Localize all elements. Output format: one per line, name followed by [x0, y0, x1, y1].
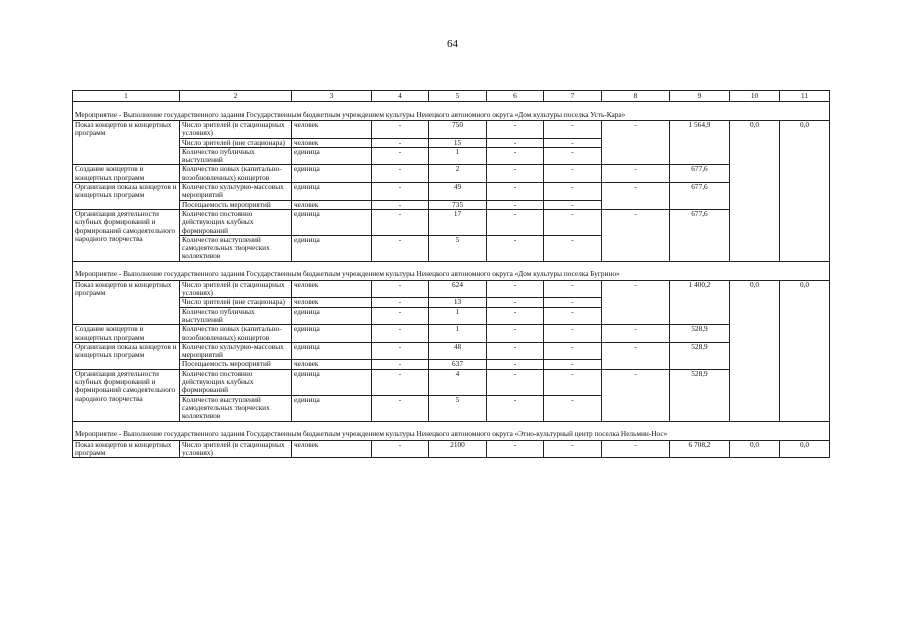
value-cell: - [544, 325, 602, 343]
unit-cell: единица [292, 342, 372, 360]
value-cell: - [372, 121, 429, 139]
value-cell: - [487, 138, 544, 147]
section-title: Мероприятие - Выполнение государственного задания Государственным бюджетным учреждением культуры Ненецкого автономного округа «Этно-культурный центр поселка Нельмин-Нос» [73, 421, 830, 440]
unit-cell: единица [292, 165, 372, 183]
value-cell: - [544, 307, 602, 325]
service-name: Создание концертов и концертных программ [73, 325, 180, 343]
value-cell: - [544, 235, 602, 261]
unit-cell: единица [292, 395, 372, 421]
service-name: Показ концертов и концертных программ [73, 440, 180, 458]
total-cell-col11: 0,0 [780, 121, 830, 262]
indicator-name: Посещаемость мероприятий [180, 200, 292, 209]
dash-cell: - [602, 440, 670, 458]
value-cell: - [372, 307, 429, 325]
value-cell: - [544, 440, 602, 458]
value-cell: - [372, 138, 429, 147]
service-name: Показ концертов и концертных программ [73, 280, 180, 324]
value-cell: - [372, 360, 429, 369]
section-title: Мероприятие - Выполнение государственного задания Государственным бюджетным учреждением культуры Ненецкого автономного округа «Дом культуры поселка Бугрино» [73, 261, 830, 280]
page-number: 64 [447, 38, 458, 50]
service-name: Организация показа концертов и концертных программ [73, 183, 180, 210]
value-cell: - [487, 360, 544, 369]
indicator-name: Число зрителей (вне стационара) [180, 298, 292, 307]
report-body [73, 91, 830, 458]
value-cell: - [372, 369, 429, 395]
value-cell: - [487, 183, 544, 201]
dash-cell: - [602, 183, 670, 210]
section-title-row [73, 421, 830, 440]
amount-cell: 677,6 [670, 209, 730, 261]
value-cell: - [544, 369, 602, 395]
value-cell: - [544, 183, 602, 201]
value-cell: - [487, 369, 544, 395]
value-cell: - [544, 342, 602, 360]
value-cell: - [544, 165, 602, 183]
value-cell: 750 [429, 121, 487, 139]
amount-cell: 528,9 [670, 325, 730, 343]
indicator-name: Количество публичных выступлений [180, 307, 292, 325]
amount-cell: 528,9 [670, 342, 730, 369]
value-cell: 4 [429, 369, 487, 395]
unit-cell: единица [292, 325, 372, 343]
value-cell: - [487, 200, 544, 209]
value-cell: 49 [429, 183, 487, 201]
value-cell: 624 [429, 280, 487, 298]
value-cell: - [372, 235, 429, 261]
table-row [73, 209, 830, 235]
value-cell: - [544, 147, 602, 165]
value-cell: 735 [429, 200, 487, 209]
column-number: 3 [292, 91, 372, 102]
unit-cell: человек [292, 121, 372, 139]
value-cell: - [487, 440, 544, 458]
value-cell: - [544, 280, 602, 298]
value-cell: - [372, 325, 429, 343]
value-cell: 5 [429, 395, 487, 421]
total-cell-col11: 0,0 [780, 280, 830, 421]
service-name: Организация деятельности клубных формирований и формирований самодеятельного народного творчества [73, 369, 180, 421]
indicator-name: Количество культурно-массовых мероприятий [180, 342, 292, 360]
column-number: 7 [544, 91, 602, 102]
section-title-row [73, 102, 830, 121]
total-cell-col10: 0,0 [730, 121, 780, 262]
report-table [72, 90, 830, 458]
service-name: Организация деятельности клубных формирований и формирований самодеятельного народного творчества [73, 209, 180, 261]
amount-cell: 677,6 [670, 165, 730, 183]
value-cell: - [544, 121, 602, 139]
table-row [73, 165, 830, 183]
column-number: 2 [180, 91, 292, 102]
total-cell-col11: 0,0 [780, 440, 830, 458]
service-name: Создание концертов и концертных программ [73, 165, 180, 183]
unit-cell: человек [292, 200, 372, 209]
value-cell: - [487, 165, 544, 183]
column-number: 6 [487, 91, 544, 102]
value-cell: - [487, 209, 544, 235]
table-row [73, 369, 830, 395]
dash-cell: - [602, 209, 670, 261]
table-row [73, 342, 830, 360]
column-number-row [73, 91, 830, 102]
amount-cell: 677,6 [670, 183, 730, 210]
indicator-name: Число зрителей (вне стационара) [180, 138, 292, 147]
value-cell: - [487, 121, 544, 139]
value-cell: 637 [429, 360, 487, 369]
column-number: 4 [372, 91, 429, 102]
unit-cell: единица [292, 183, 372, 201]
value-cell: - [487, 325, 544, 343]
value-cell: - [487, 342, 544, 360]
unit-cell: единица [292, 369, 372, 395]
unit-cell: человек [292, 360, 372, 369]
indicator-name: Количество выступлений самодеятельных творческих коллективов [180, 395, 292, 421]
table-row [73, 121, 830, 139]
indicator-name: Количество новых (капитально-возобновленных) концертов [180, 325, 292, 343]
indicator-name: Количество публичных выступлений [180, 147, 292, 165]
dash-cell: - [602, 342, 670, 369]
indicator-name: Количество культурно-массовых мероприятий [180, 183, 292, 201]
column-number: 8 [602, 91, 670, 102]
unit-cell: человек [292, 298, 372, 307]
value-cell: 48 [429, 342, 487, 360]
column-number: 10 [730, 91, 780, 102]
indicator-name: Количество выступлений самодеятельных творческих коллективов [180, 235, 292, 261]
value-cell: - [372, 342, 429, 360]
amount-cell: 1 564,9 [670, 121, 730, 165]
value-cell: 1 [429, 325, 487, 343]
unit-cell: человек [292, 138, 372, 147]
table-row [73, 440, 830, 458]
value-cell: 1 [429, 307, 487, 325]
section-title-row [73, 261, 830, 280]
value-cell: - [487, 235, 544, 261]
amount-cell: 528,9 [670, 369, 730, 421]
value-cell: - [544, 209, 602, 235]
unit-cell: человек [292, 280, 372, 298]
value-cell: - [487, 280, 544, 298]
dash-cell: - [602, 280, 670, 324]
value-cell: - [372, 165, 429, 183]
value-cell: 13 [429, 298, 487, 307]
amount-cell: 6 708,2 [670, 440, 730, 458]
unit-cell: человек [292, 440, 372, 458]
unit-cell: единица [292, 147, 372, 165]
value-cell: - [487, 395, 544, 421]
indicator-name: Количество постоянно действующих клубных формирований [180, 209, 292, 235]
unit-cell: единица [292, 235, 372, 261]
value-cell: 1 [429, 147, 487, 165]
value-cell: - [544, 395, 602, 421]
value-cell: - [544, 298, 602, 307]
value-cell: 17 [429, 209, 487, 235]
section-title: Мероприятие - Выполнение государственного задания Государственным бюджетным учреждением культуры Ненецкого автономного округа «Дом культуры поселка Усть-Кара» [73, 102, 830, 121]
indicator-name: Количество постоянно действующих клубных формирований [180, 369, 292, 395]
value-cell: 2 [429, 165, 487, 183]
indicator-name: Число зрителей (в стационарных условиях) [180, 280, 292, 298]
value-cell: 2100 [429, 440, 487, 458]
unit-cell: единица [292, 307, 372, 325]
indicator-name: Количество новых (капитально-возобновленных) концертов [180, 165, 292, 183]
value-cell: - [372, 440, 429, 458]
value-cell: - [544, 138, 602, 147]
value-cell: - [372, 298, 429, 307]
indicator-name: Число зрителей (в стационарных условиях) [180, 440, 292, 458]
column-number: 11 [780, 91, 830, 102]
unit-cell: единица [292, 209, 372, 235]
column-number: 1 [73, 91, 180, 102]
indicator-name: Число зрителей (в стационарных условиях) [180, 121, 292, 139]
table-row [73, 280, 830, 298]
value-cell: - [372, 147, 429, 165]
value-cell: - [487, 307, 544, 325]
total-cell-col10: 0,0 [730, 280, 780, 421]
service-name: Показ концертов и концертных программ [73, 121, 180, 165]
total-cell-col10: 0,0 [730, 440, 780, 458]
value-cell: 15 [429, 138, 487, 147]
value-cell: - [372, 183, 429, 201]
column-number: 5 [429, 91, 487, 102]
value-cell: - [372, 209, 429, 235]
value-cell: - [544, 200, 602, 209]
dash-cell: - [602, 121, 670, 165]
dash-cell: - [602, 165, 670, 183]
table-row [73, 325, 830, 343]
dash-cell: - [602, 369, 670, 421]
amount-cell: 1 400,2 [670, 280, 730, 324]
indicator-name: Посещаемость мероприятий [180, 360, 292, 369]
service-name: Организация показа концертов и концертных программ [73, 342, 180, 369]
value-cell: - [372, 280, 429, 298]
value-cell: - [372, 395, 429, 421]
value-cell: - [487, 298, 544, 307]
table-row [73, 183, 830, 201]
value-cell: - [372, 200, 429, 209]
value-cell: - [544, 360, 602, 369]
value-cell: - [487, 147, 544, 165]
column-number: 9 [670, 91, 730, 102]
dash-cell: - [602, 325, 670, 343]
value-cell: 5 [429, 235, 487, 261]
